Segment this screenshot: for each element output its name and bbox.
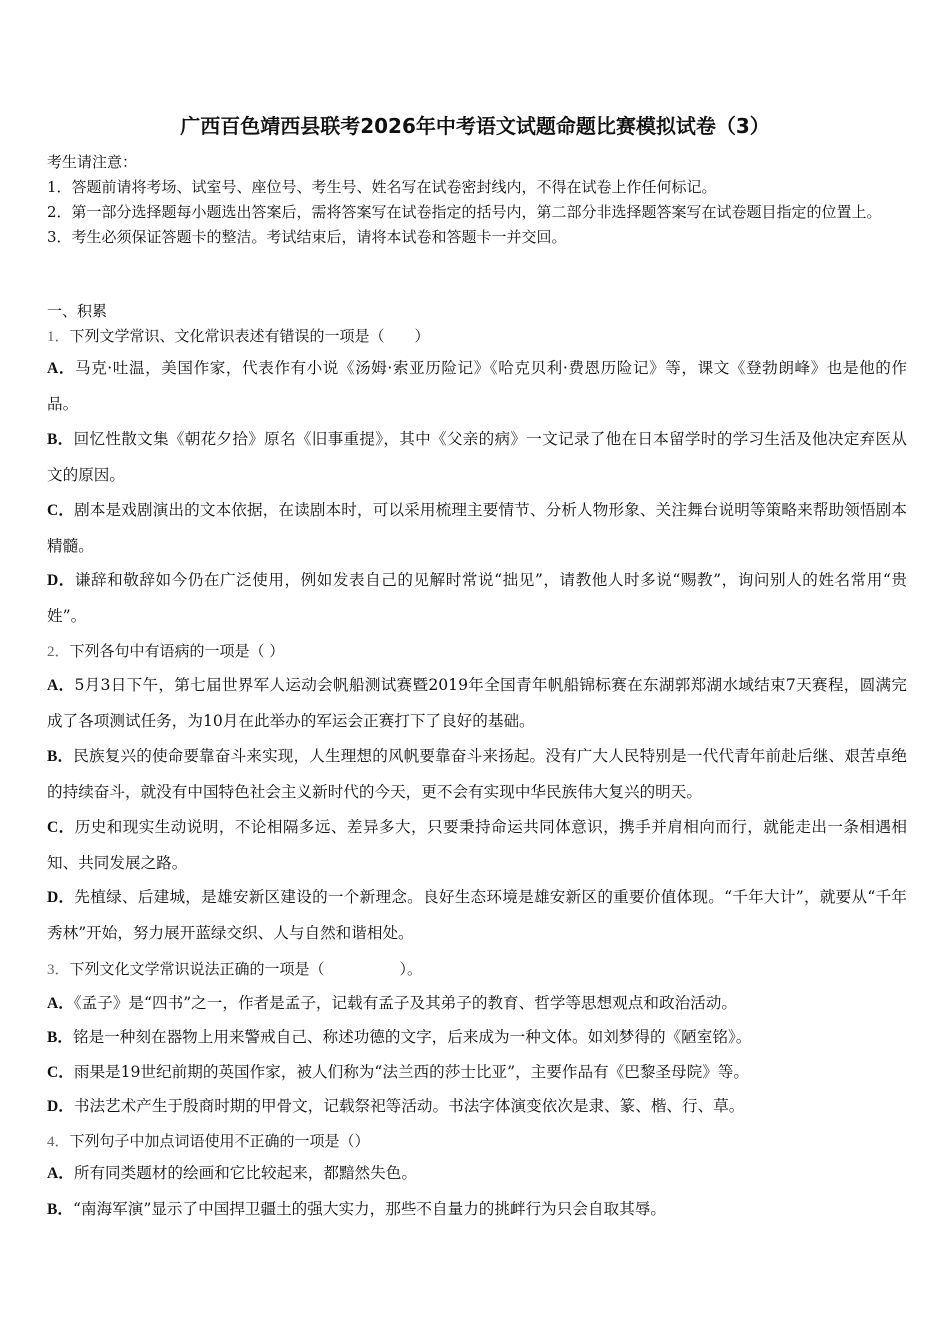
question-stem: 下列各句中有语病的一项是（ ） (69, 642, 285, 660)
question-1 (47, 319, 907, 354)
option-3b (47, 1020, 907, 1056)
option-text: 回忆性散文集《朝花夕拾》原名《旧事重提》，其中《父亲的病》一文记录了他在日本留学时的学习生活及他决定弃医从文的原因。 (47, 430, 907, 484)
option-text: 《孟子》是“四书”之一，作者是孟子，记载有孟子及其弟子的教育、哲学等思想观点和政治活动。 (73, 994, 737, 1012)
option-1d (47, 563, 907, 634)
option-letter: C． (47, 502, 75, 519)
option-text: 谦辞和敬辞如今仍在广泛使用，例如发表自己的见解时常说“拙见”，请教他人时多说“赐教”，询问别人的姓名常用“贵姓”。 (47, 571, 907, 625)
option-letter: C． (47, 819, 75, 836)
option-letter: A． (47, 360, 75, 377)
question-number: 4． (47, 1134, 70, 1150)
option-1a (47, 351, 907, 422)
notice-item: 2．第一部分选择题每小题选出答案后，需将答案写在试卷指定的括号内，第二部分非选择题答案写在试卷题目指定的位置上。 (47, 203, 882, 221)
question-4 (47, 1124, 907, 1159)
option-2c (47, 810, 907, 881)
option-3d (47, 1089, 907, 1125)
option-text: 铭是一种刻在器物上用来警戒自己、称述功德的文字，后来成为一种文体。如刘梦得的《陋室铭》。 (73, 1028, 752, 1046)
option-letter: B． (47, 1201, 73, 1218)
question-number: 3． (47, 962, 70, 978)
question-stem: 下列句子中加点词语使用不正确的一项是（） (69, 1132, 370, 1150)
option-1c (47, 493, 907, 564)
option-letter: B． (47, 431, 74, 448)
option-text: 所有同类题材的绘画和它比较起来，都黯然失色。 (73, 1164, 417, 1182)
option-letter: A． (47, 995, 74, 1012)
question-stem: 下列文学常识、文化常识表述有错误的一项是（ ） (69, 327, 430, 345)
document-title: 广西百色靖西县联考2026年中考语文试题命题比赛模拟试卷（3） (180, 114, 770, 138)
option-3c (47, 1055, 907, 1091)
option-text: “南海军演”显示了中国捍卫疆土的强大实力，那些不自量力的挑衅行为只会自取其辱。 (73, 1200, 666, 1218)
notice-item: 1．答题前请将考场、试室号、座位号、考生号、姓名写在试卷密封线内，不得在试卷上作任何标记。 (47, 178, 717, 196)
option-text: 马克·吐温，美国作家，代表作有小说《汤姆·索亚历险记》《哈克贝利·费恩历险记》等，课文《登勃朗峰》也是他的作品。 (47, 359, 907, 413)
option-4b (47, 1192, 907, 1228)
option-text: 历史和现实生动说明，不论相隔多远、差异多大，只要秉持命运共同体意识，携手并肩相向而行，就能走出一条相遇相知、共同发展之路。 (47, 818, 907, 872)
option-letter: C． (47, 1064, 74, 1081)
option-text: 剧本是戏剧演出的文本依据，在读剧本时，可以采用梳理主要情节、分析人物形象、关注舞台说明等策略来帮助领悟剧本精髓。 (47, 501, 907, 555)
option-letter: D． (47, 889, 75, 906)
option-letter: D． (47, 572, 75, 589)
question-3 (47, 952, 907, 987)
option-text: 5月3日下午，第七届世界军人运动会帆船测试赛暨2019年全国青年帆船锦标赛在东湖郭郑湖水域结束7天赛程，圆满完成了各项测试任务，为10月在此举办的军运会正赛打下了良好的基础。 (47, 676, 908, 730)
option-letter: D． (47, 1098, 74, 1115)
option-text: 民族复兴的使命要靠奋斗来实现，人生理想的风帆要靠奋斗来扬起。没有广大人民特别是一代代青年前赴后继、艰苦卓绝的持续奋斗，就没有中国特色社会主义新时代的今天，更不会有实现中华民族伟大复兴的明天。 (47, 747, 907, 801)
option-2b (47, 739, 907, 810)
question-number: 2． (47, 644, 70, 660)
option-1b (47, 422, 907, 493)
option-letter: A． (47, 677, 75, 694)
option-text: 先植绿、后建城，是雄安新区建设的一个新理念。良好生态环境是雄安新区的重要价值体现。“千年大计”，就要从“千年秀林”开始，努力展开蓝绿交织、人与自然和谐相处。 (47, 888, 908, 942)
notice-item: 3．考生必须保证答题卡的整洁。考试结束后，请将本试卷和答题卡一并交回。 (47, 228, 567, 246)
option-letter: A． (47, 1165, 74, 1182)
option-3a (47, 986, 907, 1022)
question-stem: 下列文化文学常识说法正确的一项是（ ）。 (69, 960, 423, 978)
notice-block (47, 150, 907, 250)
question-number: 1． (47, 329, 70, 345)
option-2a (47, 668, 907, 739)
notice-heading: 考生请注意： (47, 153, 138, 171)
option-letter: B． (47, 748, 74, 765)
option-letter: B． (47, 1029, 73, 1046)
option-text: 雨果是19世纪前期的英国作家，被人们称为“法兰西的莎士比亚”，主要作品有《巴黎圣母院》等。 (73, 1063, 749, 1081)
option-2d (47, 880, 907, 951)
question-2 (47, 634, 907, 669)
option-text: 书法艺术产生于殷商时期的甲骨文，记载祭祀等活动。书法字体演变依次是隶、篆、楷、行、草。 (73, 1097, 745, 1115)
option-4a (47, 1156, 907, 1192)
section-heading: 一、积累 (47, 302, 108, 320)
